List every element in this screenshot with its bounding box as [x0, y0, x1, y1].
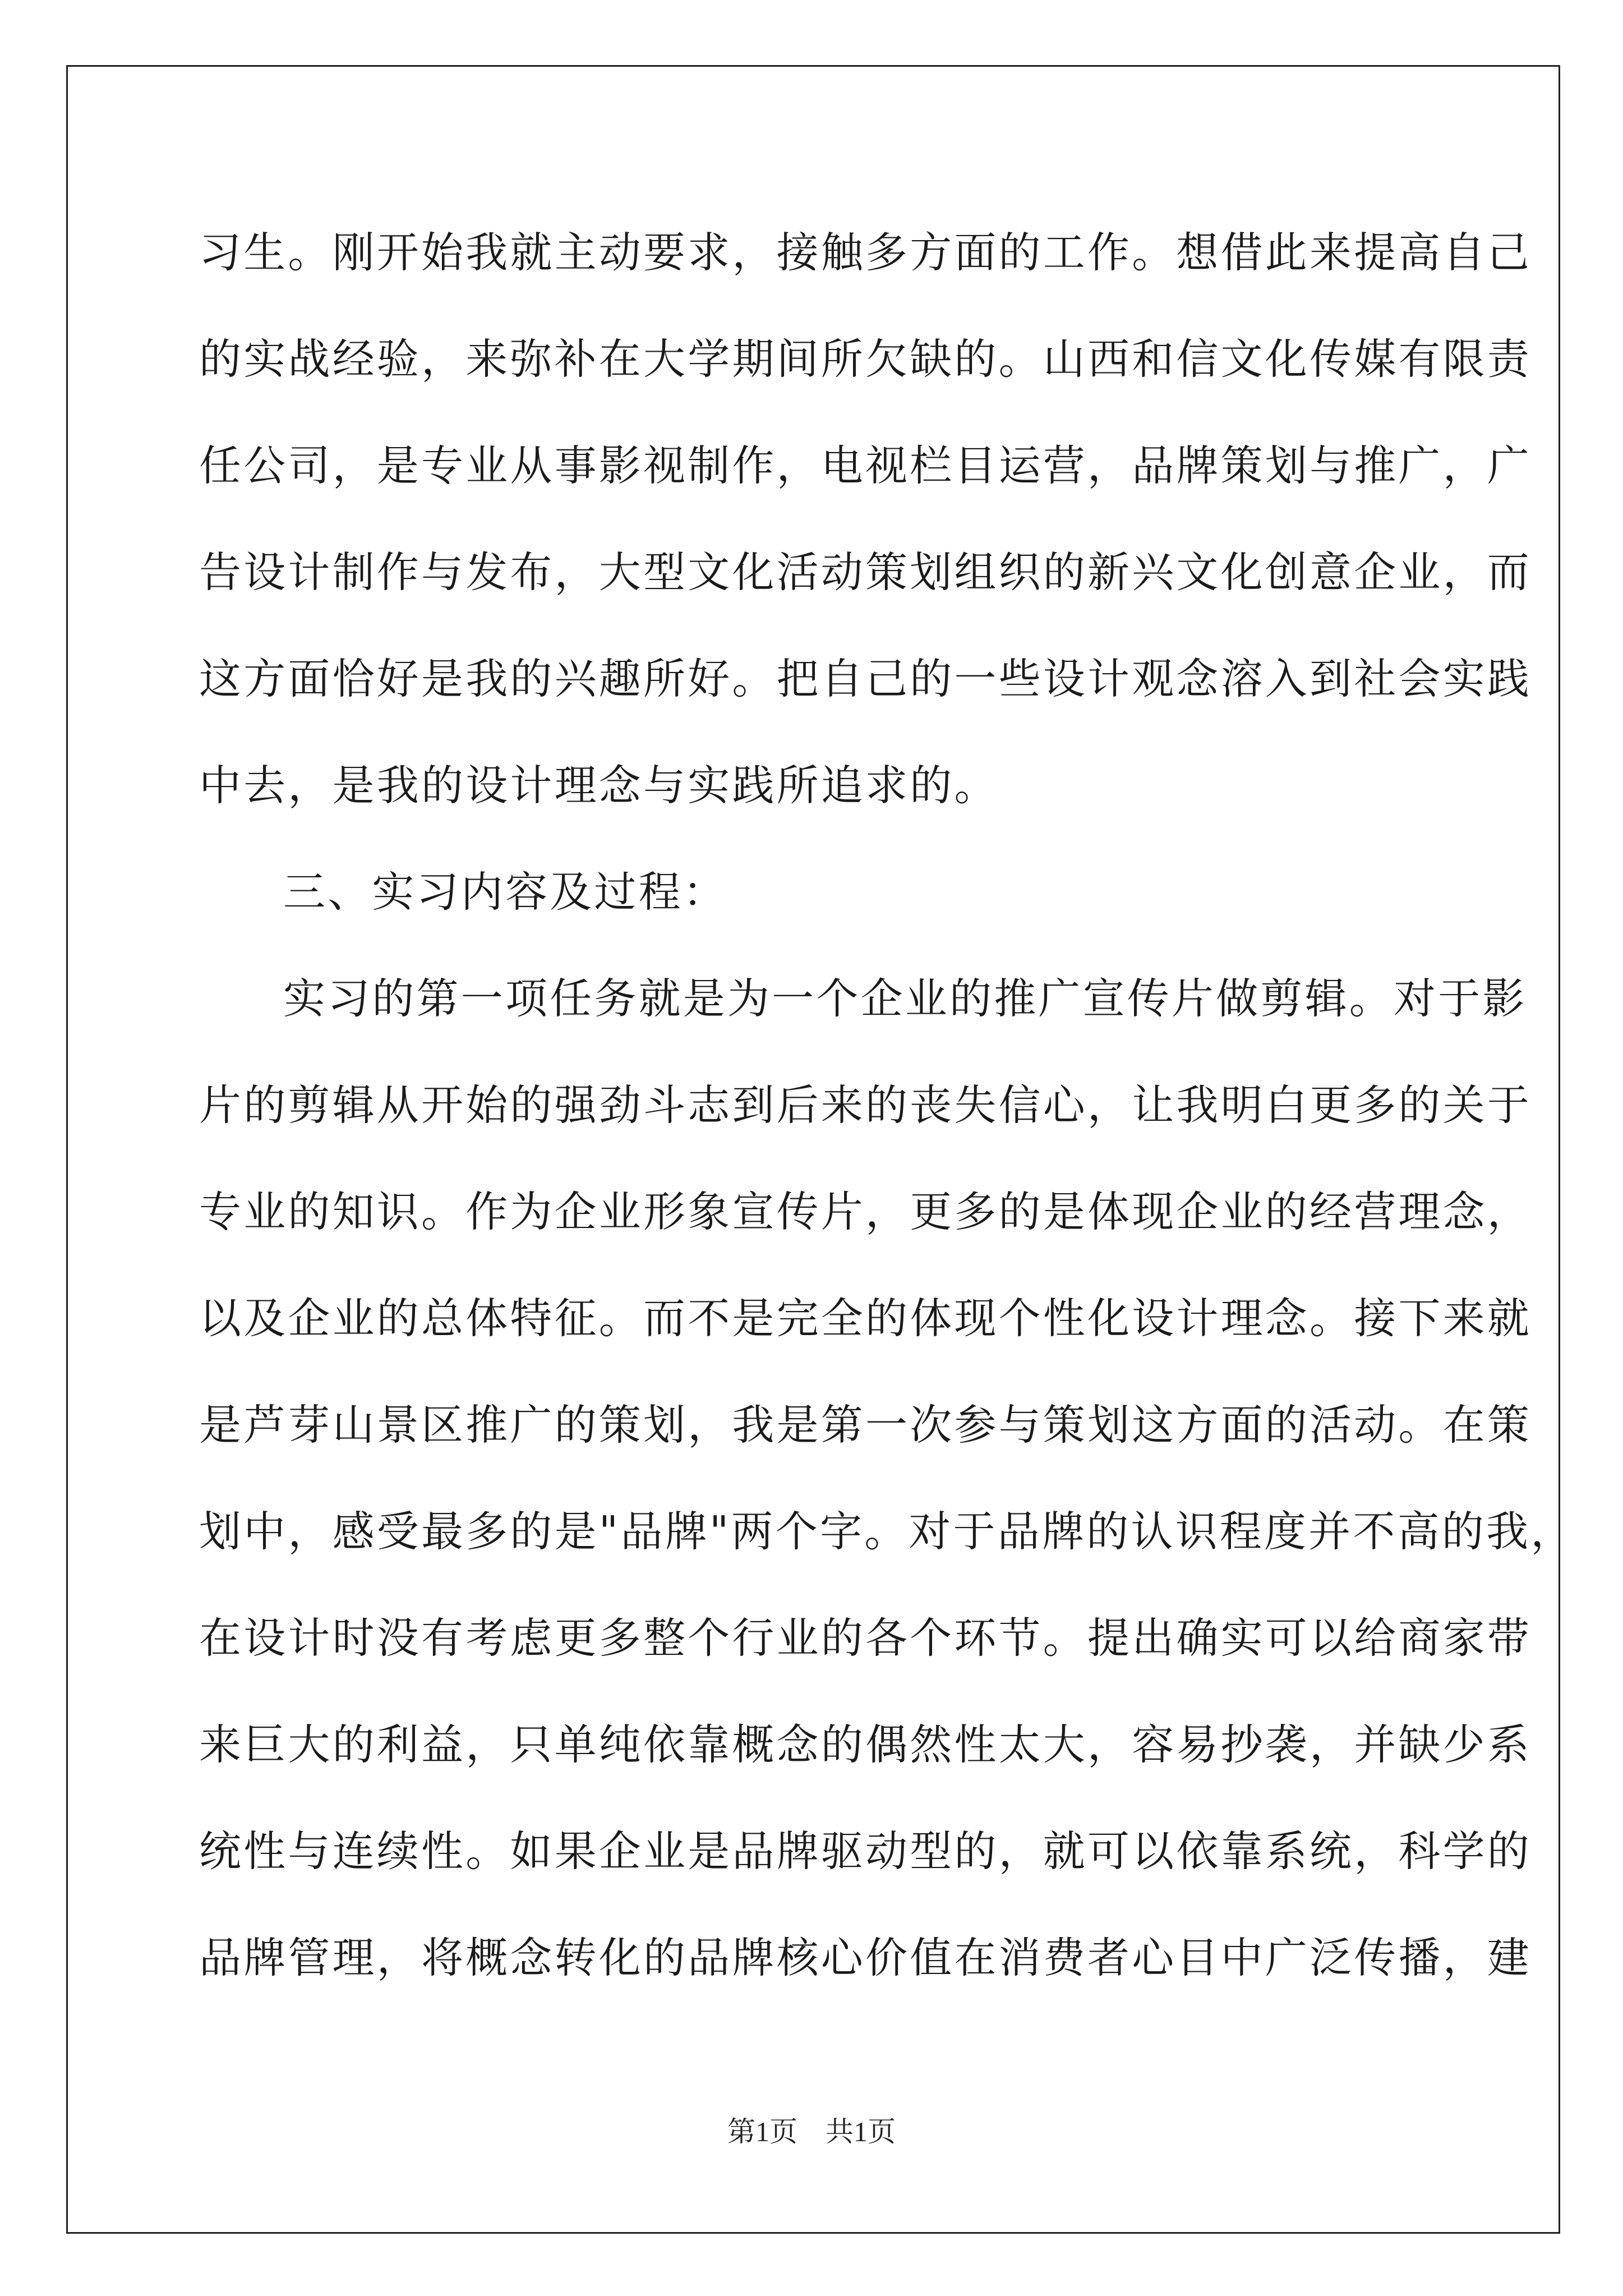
text-line: 来巨大的利益，只单纯依靠概念的偶然性太大，容易抄袭，并缺少系	[199, 1720, 1532, 1769]
document-body	[199, 220, 1575, 2032]
text-line: 实习的第一项任务就是为一个企业的推广宣传片做剪辑。对于影	[283, 974, 1527, 1023]
text-line: 划中，感受最多的是"品牌"两个字。对于品牌的认识程度并不高的我，	[199, 1507, 1575, 1556]
text-line: 在设计时没有考虑更多整个行业的各个环节。提出确实可以给商家带	[199, 1613, 1532, 1663]
text-line: 品牌管理，将概念转化的品牌核心价值在消费者心目中广泛传播，建	[199, 1933, 1532, 1982]
section-heading: 三、实习内容及过程：	[283, 867, 728, 917]
text-line: 以及企业的总体特征。而不是完全的体现个性化设计理念。接下来就	[199, 1294, 1532, 1343]
text-line: 这方面恰好是我的兴趣所好。把自己的一些设计观念溶入到社会实践	[199, 654, 1532, 703]
text-line: 统性与连续性。如果企业是品牌驱动型的，就可以依靠系统，科学的	[199, 1826, 1532, 1876]
page-footer: 第1页 共1页	[727, 2116, 896, 2147]
text-line: 告设计制作与发布，大型文化活动策划组织的新兴文化创意企业，而	[199, 547, 1532, 597]
text-line: 中去，是我的设计理念与实践所追求的。	[199, 761, 999, 810]
text-line: 的实战经验，来弥补在大学期间所欠缺的。山西和信文化传媒有限责	[199, 334, 1532, 384]
text-line: 是芦芽山景区推广的策划，我是第一次参与策划这方面的活动。在策	[199, 1400, 1532, 1450]
text-line: 习生。刚开始我就主动要求，接触多方面的工作。想借此来提高自己	[199, 228, 1532, 277]
text-line: 任公司，是专业从事影视制作，电视栏目运营，品牌策划与推广，广	[199, 441, 1532, 490]
text-line: 专业的知识。作为企业形象宣传片，更多的是体现企业的经营理念，	[199, 1187, 1532, 1236]
text-line: 片的剪辑从开始的强劲斗志到后来的丧失信心，让我明白更多的关于	[199, 1080, 1532, 1130]
